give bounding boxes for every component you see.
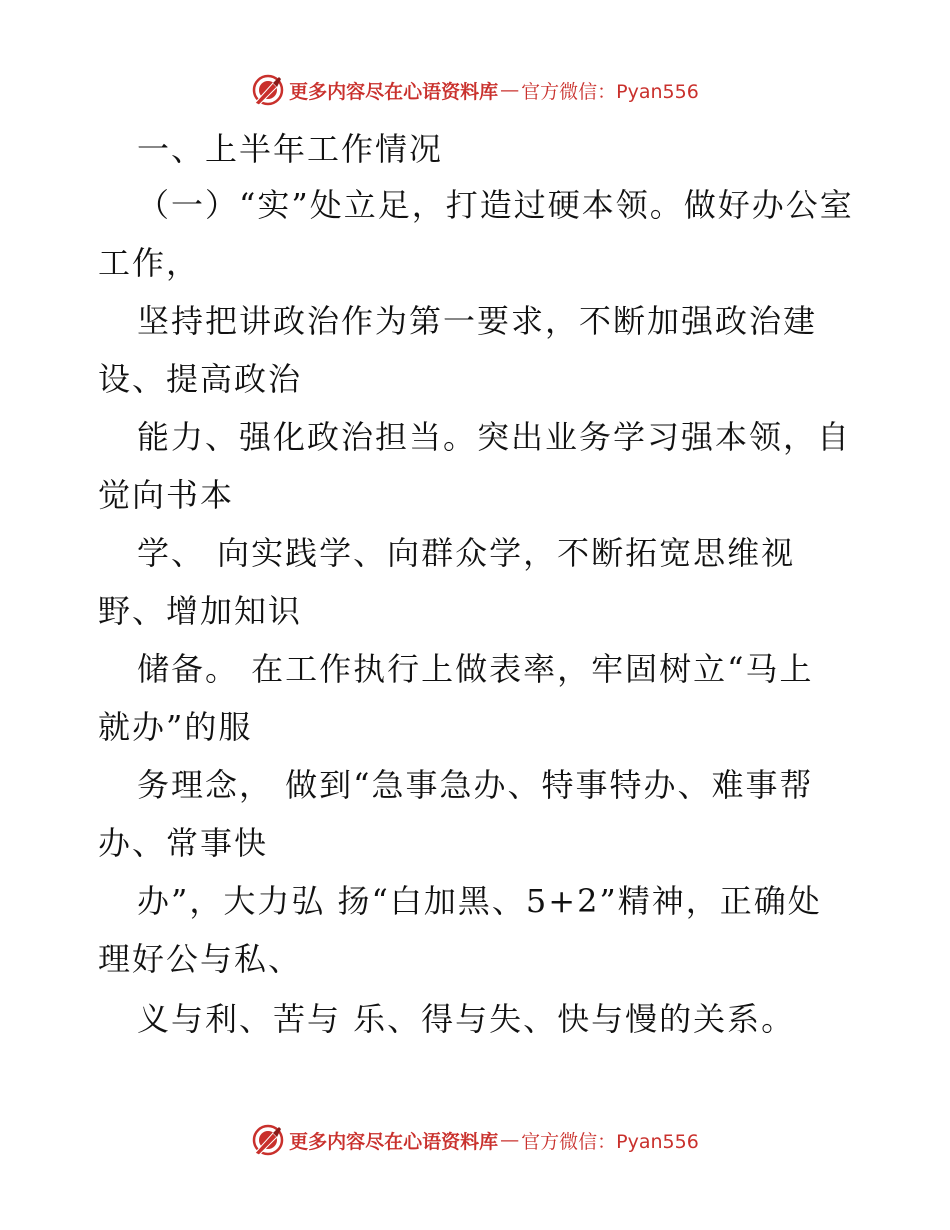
section-heading: 一、上半年工作情况: [137, 130, 444, 168]
watermark-title: 更多内容尽在心语资料库: [289, 80, 499, 103]
paragraph-line: 工作，: [98, 244, 201, 282]
paragraph-line: 设、提高政治: [98, 360, 303, 398]
paragraph-line: 就办”的服: [98, 708, 253, 746]
footer-watermark: [0, 1120, 950, 1160]
paragraph-line: 野、增加知识: [98, 592, 303, 630]
paragraph-line: 储备。 在工作执行上做表率，牢固树立“马上: [137, 650, 814, 688]
paragraph-line: 办、常事快: [98, 824, 269, 862]
watermark-wechat: 官方微信：Pyan556: [521, 80, 699, 103]
watermark-title: 更多内容尽在心语资料库: [289, 1130, 499, 1153]
paragraph-line: 办”，大力弘 扬“白加黑、5+2”精神，正确处: [137, 882, 822, 920]
paragraph-line: 务理念， 做到“急事急办、特事特办、难事帮: [137, 766, 814, 804]
paragraph-line: 学、 向实践学、向群众学，不断拓宽思维视: [137, 534, 796, 572]
paragraph-line: 坚持把讲政治作为第一要求，不断加强政治建: [137, 302, 818, 340]
watermark-dash: —: [500, 1129, 520, 1151]
pen-logo-icon: [251, 73, 285, 107]
header-watermark: [0, 70, 950, 110]
watermark-wechat: 官方微信：Pyan556: [521, 1130, 699, 1153]
paragraph-line: （一）“实”处立足，打造过硬本领。做好办公室: [137, 186, 854, 224]
paragraph-line: 理好公与私、: [98, 940, 303, 978]
paragraph-line: 能力、强化政治担当。突出业务学习强本领，自: [137, 418, 852, 456]
pen-logo-icon: [251, 1123, 285, 1157]
paragraph-line: 义与利、苦与 乐、得与失、快与慢的关系。: [137, 1000, 796, 1038]
paragraph-line: 觉向书本: [98, 476, 235, 514]
watermark-dash: —: [500, 79, 520, 101]
